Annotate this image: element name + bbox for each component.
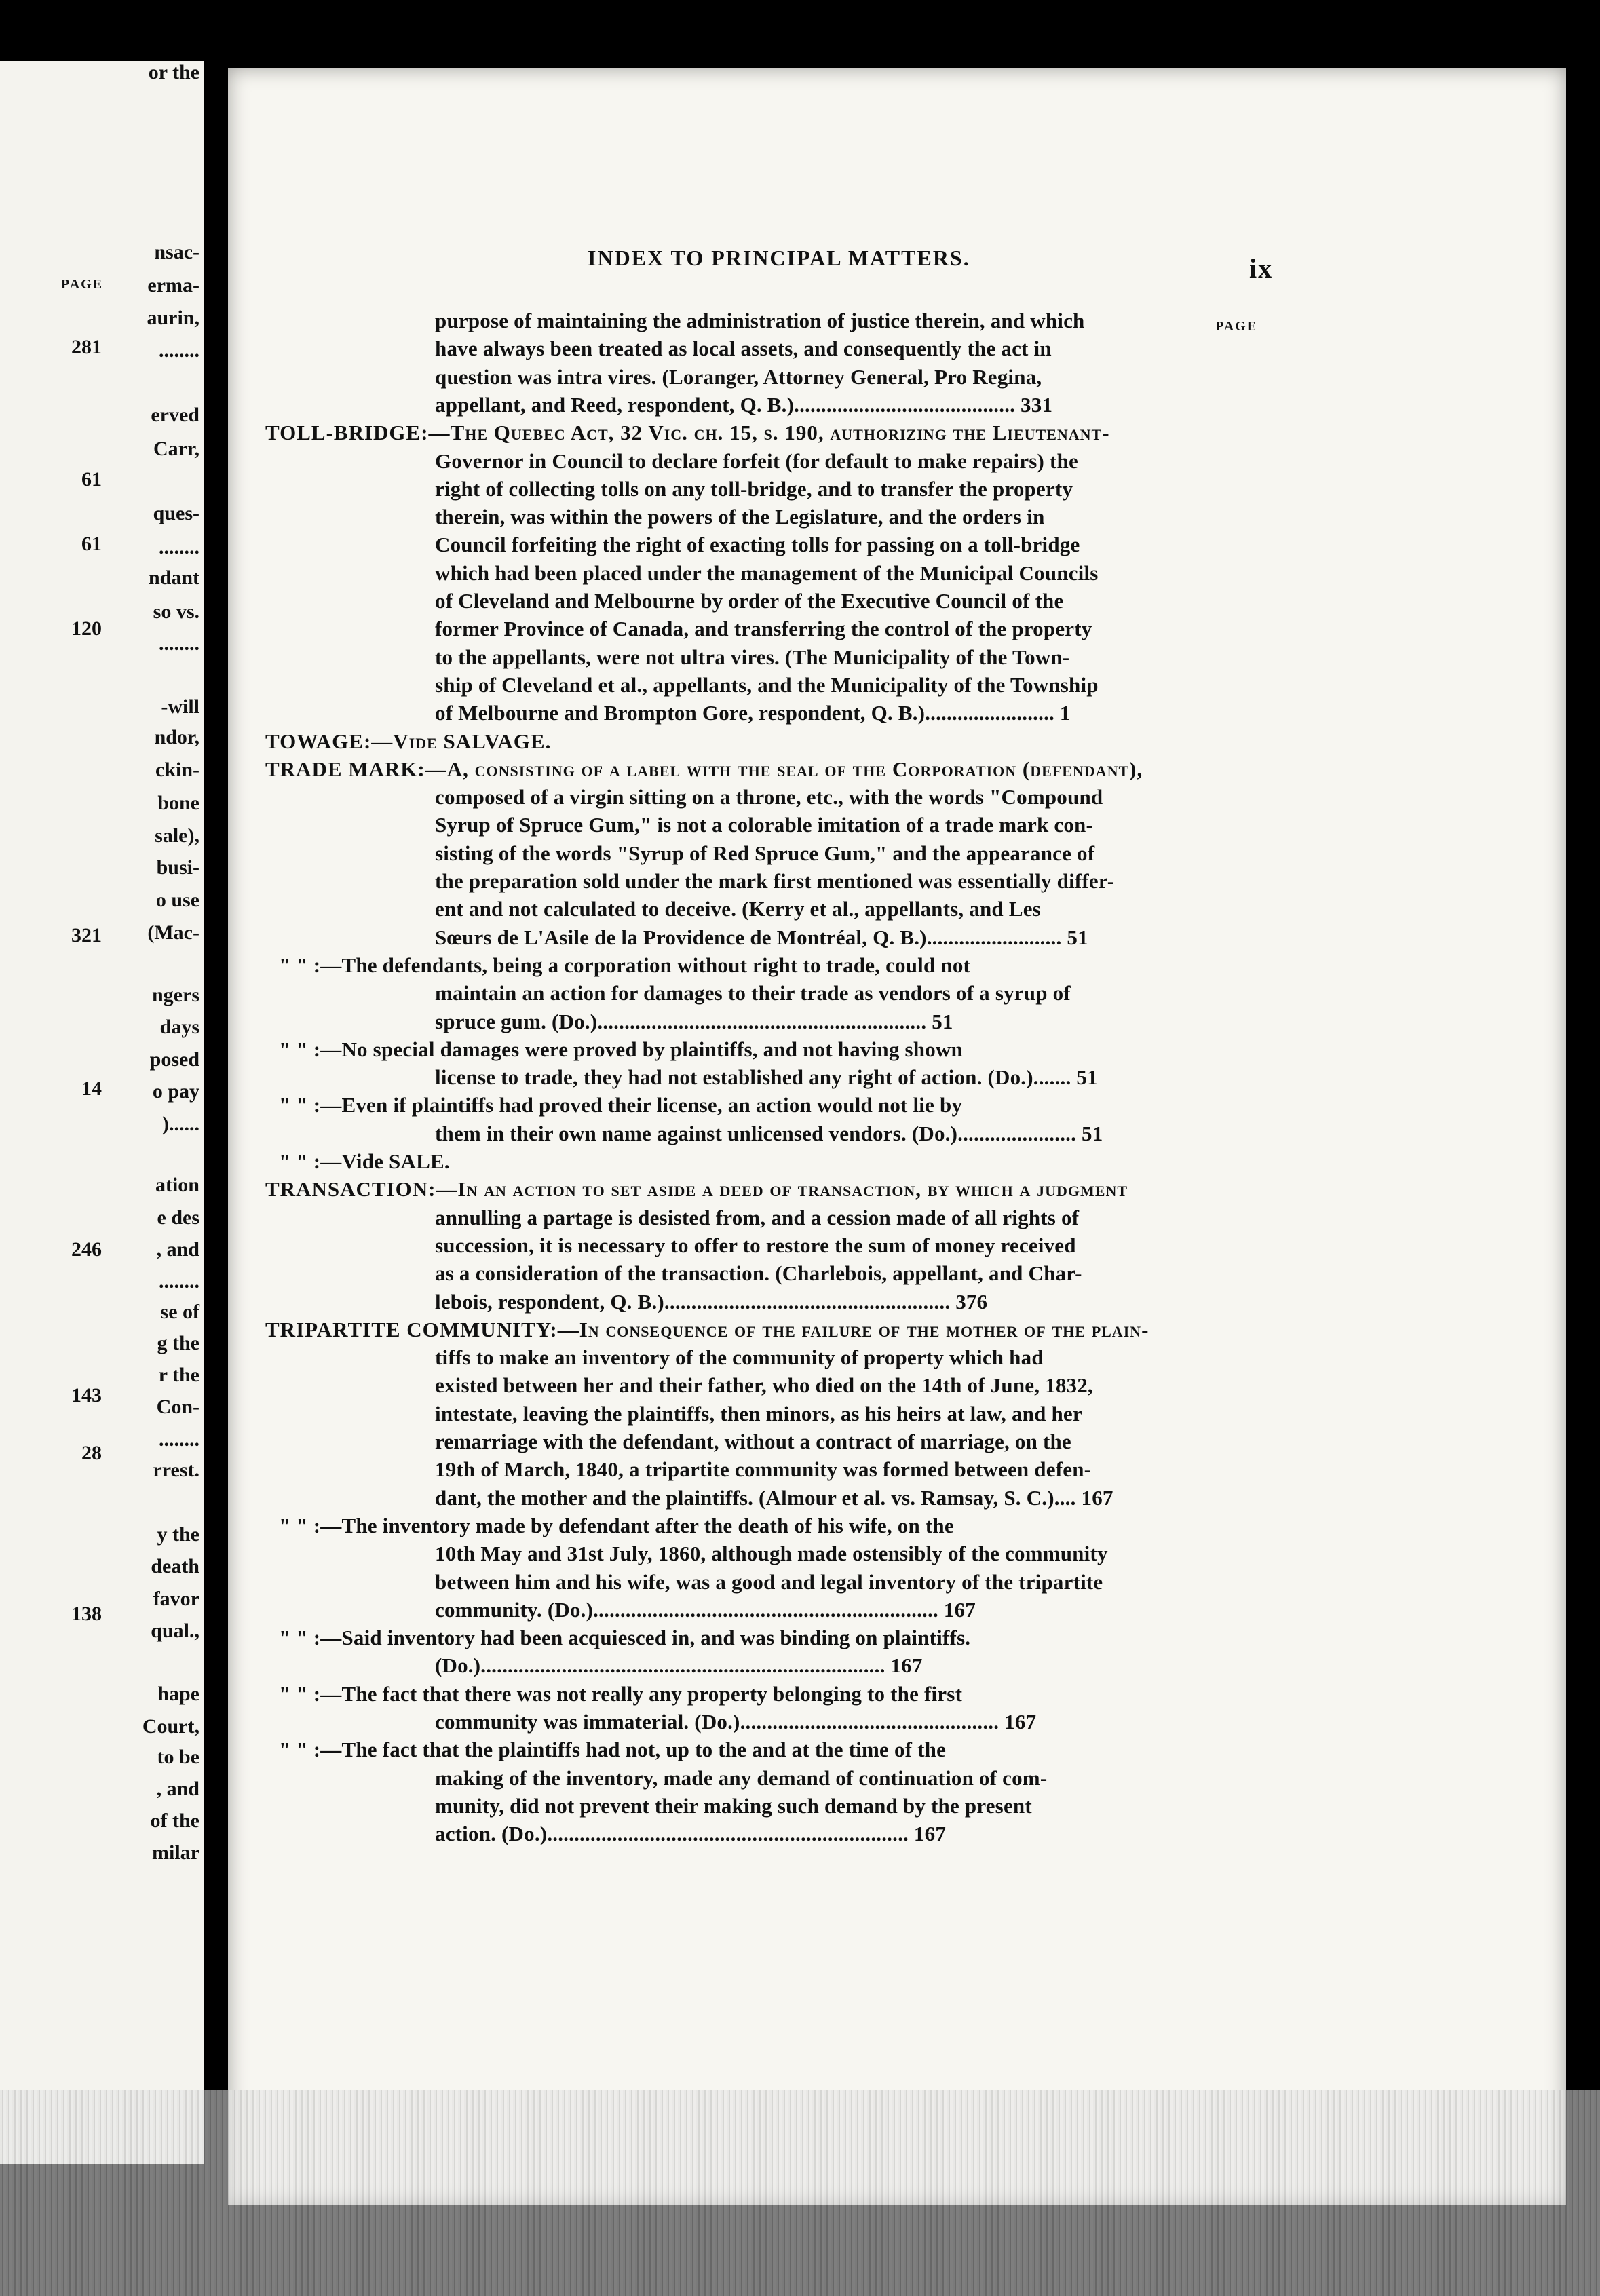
left-page-line: o use [155, 889, 199, 911]
index-line: TRADE MARK:—A, consisting of a label with the seal of the Corporation (defendant), [265, 757, 1143, 781]
left-page-number: 14 [81, 1077, 102, 1100]
index-line: appellant, and Reed, respondent, Q. B.)......................................... 331 [435, 392, 1053, 417]
index-line: (Do.)........................................................................... 167 [435, 1653, 923, 1678]
index-line: making of the inventory, made any demand of continuation of com- [435, 1765, 1048, 1790]
left-page-line: ckin- [155, 759, 199, 781]
left-page-number: 120 [71, 617, 102, 640]
page-number: ix [1249, 253, 1274, 284]
left-page-line: , and [156, 1778, 199, 1800]
left-page-number: 246 [71, 1238, 102, 1261]
index-line: " " :—The fact that there was not really any property belonging to the first [279, 1681, 963, 1706]
left-page-line: Con- [156, 1396, 199, 1418]
index-line: of Melbourne and Brompton Gore, respondent, Q. B.)........................ 1 [435, 701, 1071, 725]
left-page-line: posed [149, 1048, 199, 1071]
left-page-line: erved [151, 404, 199, 426]
left-page-line: o pay [152, 1080, 199, 1103]
index-line: question was intra vires. (Loranger, Attorney General, Pro Regina, [435, 364, 1042, 389]
index-line: Sœurs de L'Asile de la Providence de Montréal, Q. B.)......................... 51 [435, 925, 1088, 949]
index-line: sisting of the words "Syrup of Red Spruce Gum," and the appearance of [435, 841, 1095, 865]
left-page-line: )...... [162, 1113, 199, 1135]
index-line: Syrup of Spruce Gum," is not a colorable imitation of a trade mark con- [435, 813, 1093, 837]
index-line: to the appellants, were not ultra vires. (The Municipality of the Town- [435, 645, 1070, 669]
left-page-line: ........ [159, 1428, 199, 1451]
index-line: munity, did not prevent their making such demand by the present [435, 1793, 1032, 1818]
index-line: 19th of March, 1840, a tripartite community was formed between defen- [435, 1457, 1092, 1482]
left-page-line: -will [161, 695, 199, 718]
index-line: " " :—Even if plaintiffs had proved their license, an action would not lie by [279, 1093, 963, 1117]
left-page-line: bone [157, 792, 199, 814]
index-line: dant, the mother and the plaintiffs. (Almour et al. vs. Ramsay, S. C.).... 167 [435, 1485, 1113, 1510]
index-line: the preparation sold under the mark first mentioned was essentially differ- [435, 869, 1115, 893]
index-line: TRIPARTITE COMMUNITY:—In consequence of the failure of the mother of the plain- [265, 1317, 1149, 1341]
left-page-line: favor [153, 1588, 199, 1610]
index-line: lebois, respondent, Q. B.)..................................................... 376 [435, 1289, 988, 1314]
index-line: Governor in Council to declare forfeit (for default to make repairs) the [435, 448, 1078, 473]
left-page-label: PAGE [61, 277, 104, 292]
left-page-line: ........ [159, 632, 199, 655]
index-line: " " :—Said inventory had been acquiesced in, and was binding on plaintiffs. [279, 1626, 971, 1650]
index-line: license to trade, they had not established any right of action. (Do.)....... 51 [435, 1065, 1098, 1090]
main-page [228, 68, 1566, 2205]
left-page-number: 61 [81, 533, 102, 555]
left-page-line: Carr, [153, 438, 199, 460]
index-line: " " :—No special damages were proved by plaintiffs, and not having shown [279, 1037, 963, 1061]
left-page-line: ........ [159, 536, 199, 558]
index-line: purpose of maintaining the administration of justice therein, and which [435, 309, 1085, 332]
index-line: between him and his wife, was a good and legal inventory of the tripartite [435, 1569, 1103, 1594]
index-line: as a consideration of the transaction. (Charlebois, appellant, and Char- [435, 1261, 1082, 1286]
left-page-line: erma- [147, 274, 199, 296]
left-page-number: 138 [71, 1603, 102, 1625]
index-line: TRANSACTION:—In an action to set aside a deed of transaction, by which a judgment [265, 1177, 1128, 1202]
index-line: Council forfeiting the right of exacting tolls for passing on a toll-bridge [435, 533, 1080, 557]
left-page-line: rrest. [153, 1459, 199, 1481]
index-line: ent and not calculated to deceive. (Kerry et al., appellants, and Les [435, 897, 1041, 921]
left-page-line: to be [157, 1746, 199, 1768]
left-page-number: 61 [81, 468, 102, 491]
index-line: composed of a virgin sitting on a throne, etc., with the words "Compound [435, 785, 1103, 809]
page-column-label: PAGE [1215, 319, 1258, 334]
left-page-line: milar [152, 1841, 199, 1864]
index-line: which had been placed under the management of the Municipal Councils [435, 560, 1099, 585]
index-line: annulling a partage is desisted from, and a cession made of all rights of [435, 1205, 1080, 1229]
index-line: them in their own name against unlicensed vendors. (Do.)...................... 51 [435, 1121, 1103, 1145]
index-line: tiffs to make an inventory of the community of property which had [435, 1345, 1044, 1370]
left-page-line: nsac- [154, 241, 199, 263]
left-page-line: r the [158, 1364, 199, 1386]
left-page-line: aurin, [147, 307, 199, 329]
index-line: community was immaterial. (Do.)................................................ 167 [435, 1710, 1037, 1734]
left-page-line: e des [157, 1206, 199, 1229]
index-line: TOLL-BRIDGE:—The Quebec Act, 32 Vic. ch. 15, s. 190, authorizing the Lieutenant- [265, 421, 1110, 445]
left-page-line: or the [148, 61, 199, 83]
left-page-line: hape [157, 1683, 199, 1705]
index-line: " " :—Vide SALE. [279, 1149, 450, 1173]
index-line: have always been treated as local assets, and consequently the act in [435, 337, 1052, 361]
left-page-line: ndant [148, 567, 199, 589]
index-line: " " :—The inventory made by defendant after the death of his wife, on the [279, 1513, 954, 1537]
left-page-fragment [0, 61, 204, 2164]
index-line: action. (Do.)................................................................... 167 [435, 1822, 947, 1846]
left-page-line: ques- [153, 502, 199, 524]
left-page-line: sale), [155, 824, 199, 847]
index-line: 10th May and 31st July, 1860, although made ostensibly of the community [435, 1542, 1108, 1566]
left-page-number: 28 [81, 1442, 102, 1464]
index-line: ship of Cleveland et al., appellants, and the Municipality of the Township [435, 672, 1099, 697]
left-page-number: 321 [71, 924, 102, 946]
left-page-line: se of [160, 1301, 199, 1323]
index-line: " " :—The defendants, being a corporation without right to trade, could not [279, 953, 971, 977]
left-page-line: ........ [159, 1270, 199, 1293]
left-page-number: 281 [71, 336, 102, 358]
left-page-line: busi- [156, 856, 199, 879]
left-page-line: (Mac- [147, 921, 199, 944]
left-page-line: death [151, 1555, 199, 1577]
index-line: community. (Do.)................................................................ 167 [435, 1597, 976, 1622]
left-page-line: of the [150, 1810, 199, 1832]
left-page-line: ndor, [154, 726, 199, 748]
left-page-line: ngers [152, 984, 199, 1006]
index-line: " " :—The fact that the plaintiffs had not, up to the and at the time of the [279, 1738, 947, 1762]
left-page-line: ........ [159, 339, 199, 362]
index-line: succession, it is necessary to offer to restore the sum of money received [435, 1233, 1076, 1257]
left-page-line: y the [157, 1523, 199, 1546]
left-page-line: , and [156, 1238, 199, 1261]
index-line: TOWAGE:—Vide SALVAGE. [265, 729, 552, 753]
index-line: right of collecting tolls on any toll-bridge, and to transfer the property [435, 476, 1073, 501]
running-header: INDEX TO PRINCIPAL MATTERS. [588, 246, 970, 270]
left-page-line: ation [155, 1174, 199, 1196]
left-page-number: 143 [71, 1384, 102, 1407]
index-line: intestate, leaving the plaintiffs, then minors, as his heirs at law, and her [435, 1401, 1082, 1426]
left-page-line: g the [157, 1332, 199, 1354]
left-page-line: so vs. [153, 600, 199, 623]
index-line: maintain an action for damages to their trade as vendors of a syrup of [435, 981, 1071, 1006]
index-line: of Cleveland and Melbourne by order of the Executive Council of the [435, 589, 1064, 613]
index-line: existed between her and their father, who died on the 14th of June, 1832, [435, 1373, 1093, 1398]
index-line: former Province of Canada, and transferring the control of the property [435, 617, 1092, 641]
left-page-line: qual., [151, 1620, 199, 1642]
scan-edge-artifact [0, 2090, 1600, 2296]
left-page-line: days [159, 1016, 199, 1038]
index-line: therein, was within the powers of the Legislature, and the orders in [435, 505, 1045, 529]
index-line: remarriage with the defendant, without a contract of marriage, on the [435, 1430, 1071, 1453]
index-line: spruce gum. (Do.)............................................................. 51 [435, 1009, 953, 1033]
left-page-line: Court, [142, 1715, 199, 1738]
